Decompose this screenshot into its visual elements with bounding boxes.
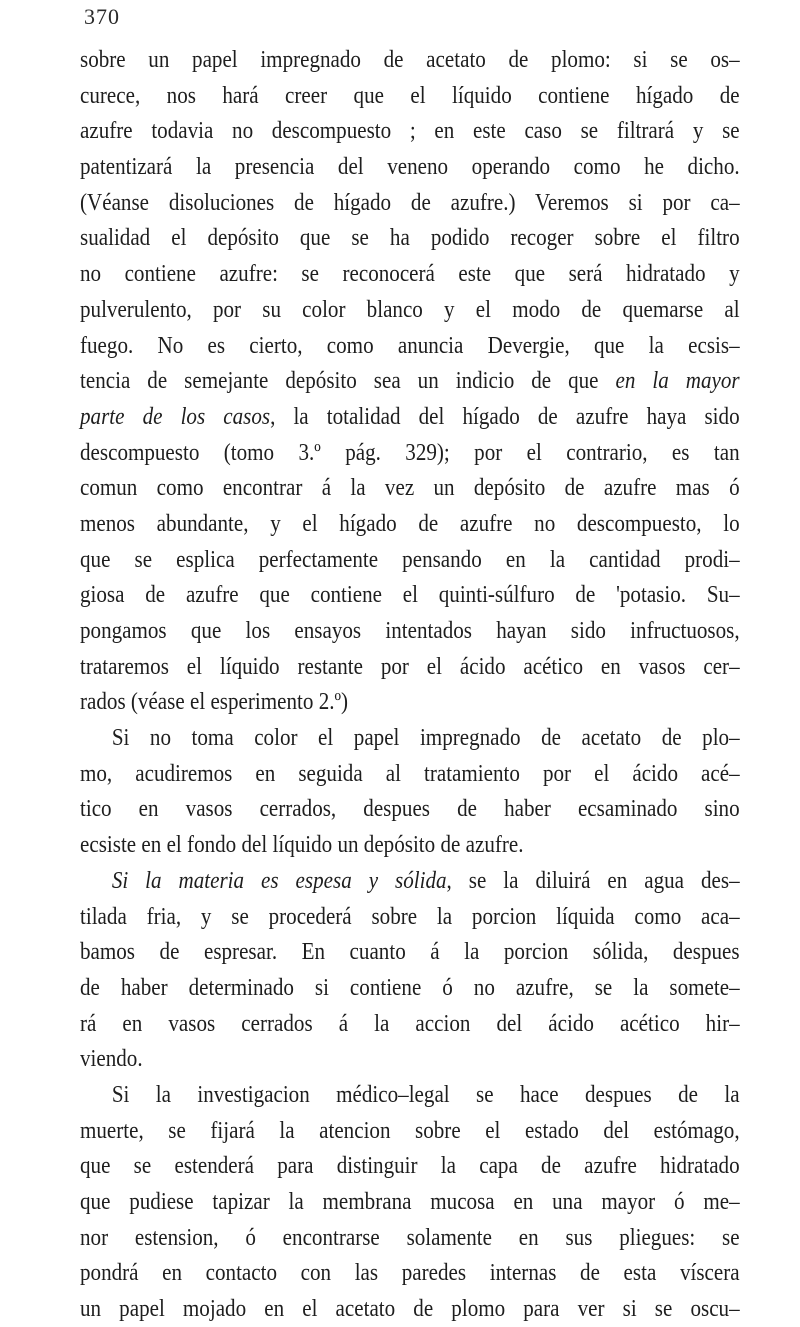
text-line: rados (véase el esperimento 2.º)	[80, 688, 349, 716]
text-line: pulverulento, por su color blanco y el modo de quemarse al	[80, 295, 740, 323]
text-line: sobre un papel impregnado de acetato de plomo: si se os–	[80, 46, 740, 73]
text-line: nor estension, ó encontrarse solamente en sus pliegues: se	[80, 1223, 740, 1251]
body-text	[80, 42, 740, 1327]
text-line: pondrá en contacto con las paredes internas de esta víscera	[80, 1259, 740, 1287]
text-line: muerte, se fijará la atencion sobre el estado del estómago,	[80, 1116, 740, 1144]
text-line: que se esplica perfectamente pensando en la cantidad prodi–	[80, 545, 740, 573]
text-line: pongamos que los ensayos intentados hayan sido infructuosos,	[80, 617, 740, 644]
text-line: sualidad el depósito que se ha podido recoger sobre el filtro	[80, 224, 740, 252]
text-line: tico en vasos cerrados, despues de haber ecsaminado sino	[80, 795, 740, 823]
text-line: descompuesto (tomo 3.º pág. 329); por el contrario, es tan	[80, 438, 740, 466]
text-line: viendo.	[80, 1045, 143, 1073]
page-number: 370	[84, 4, 120, 29]
text-line: curece, nos hará creer que el líquido contiene hígado de	[80, 81, 740, 109]
text-line	[80, 399, 740, 435]
text-line: Si no toma color el papel impregnado de acetato de plo–	[111, 724, 740, 752]
text-line: menos abundante, y el hígado de azufre no descompuesto, lo	[80, 509, 740, 537]
italic-segment: Si la materia es espesa y sólida	[111, 866, 447, 894]
text-line: fuego. No es cierto, como anuncia Devergie, que la ecsis–	[80, 331, 740, 359]
text-line: un papel mojado en el acetato de plomo para ver si se oscu–	[80, 1295, 740, 1323]
text-segment: , se la diluirá en agua des–	[446, 866, 740, 894]
italic-segment: en la mayor	[615, 367, 740, 395]
text-line: trataremos el líquido restante por el ácido acético en vasos cer–	[80, 652, 740, 680]
text-line: azufre todavia no descompuesto ; en este caso se filtrará y se	[80, 117, 740, 145]
text-segment: , la totalidad del hígado de azufre haya sido	[270, 402, 740, 430]
text-line: no contiene azufre: se reconocerá este que será hidratado y	[80, 260, 740, 288]
text-line: de haber determinado si contiene ó no azufre, se la somete–	[80, 973, 740, 1001]
text-segment: tencia de semejante depósito sea un indicio de que	[80, 367, 616, 395]
text-line: mo, acudiremos en seguida al tratamiento por el ácido acé–	[80, 759, 740, 787]
text-line: rá en vasos cerrados á la accion del ácido acético hir–	[80, 1009, 740, 1037]
text-line: Si la investigacion médico–legal se hace despues de la	[111, 1080, 740, 1108]
text-line: que se estenderá para distinguir la capa de azufre hidratado	[80, 1152, 740, 1180]
text-line: que pudiese tapizar la membrana mucosa en una mayor ó me–	[80, 1188, 740, 1215]
text-line: comun como encontrar á la vez un depósito de azufre mas ó	[80, 474, 740, 502]
text-line: patentizará la presencia del veneno operando como he dicho.	[80, 153, 740, 181]
text-line: ecsiste en el fondo del líquido un depósito de azufre.	[80, 831, 524, 859]
text-line	[80, 363, 740, 399]
text-line: tilada fria, y se procederá sobre la porcion líquida como aca–	[80, 902, 740, 930]
text-line: bamos de espresar. En cuanto á la porcion sólida, despues	[80, 938, 740, 966]
text-line: giosa de azufre que contiene el quinti-súlfuro de 'potasio. Su–	[80, 581, 740, 609]
text-line	[80, 863, 740, 899]
text-line: (Véanse disoluciones de hígado de azufre.) Veremos si por ca–	[80, 188, 740, 216]
italic-segment: parte de los casos	[80, 402, 271, 430]
